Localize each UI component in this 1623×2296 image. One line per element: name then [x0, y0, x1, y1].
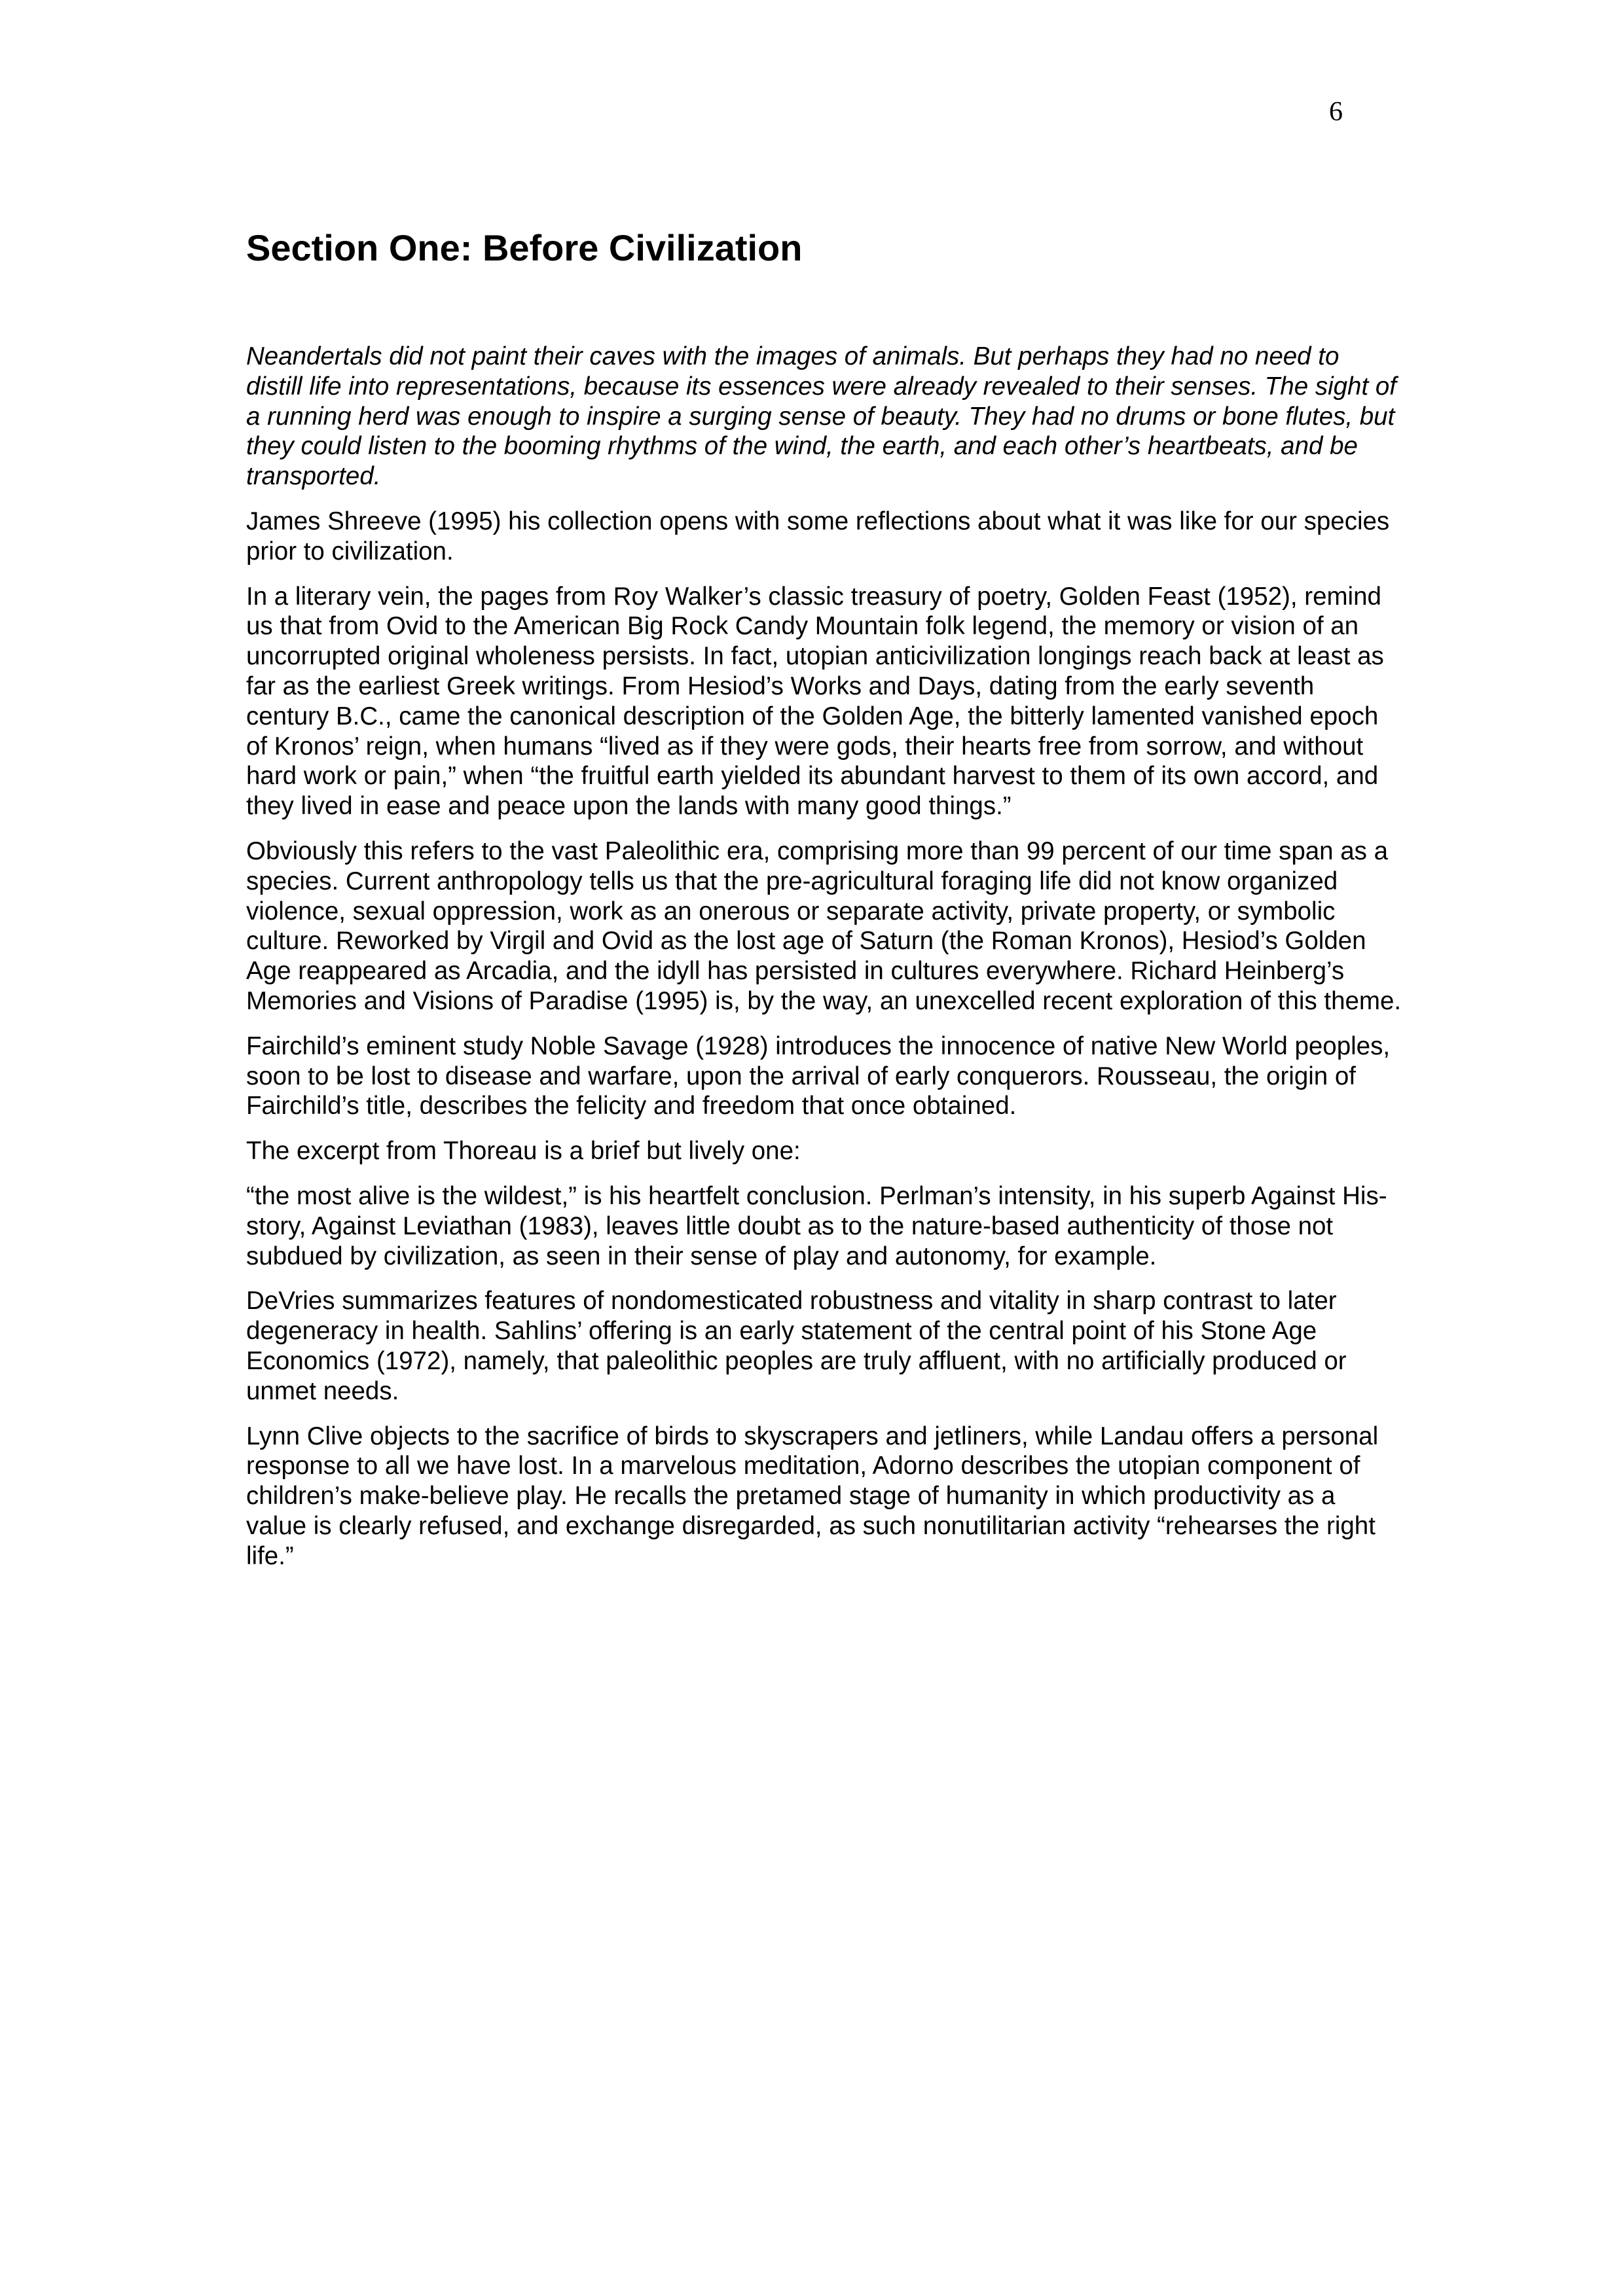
page-number: 6 — [1329, 97, 1343, 127]
paragraph-thoreau: The excerpt from Thoreau is a brief but lively one: — [246, 1137, 801, 1166]
paragraph-perlman: “the most alive is the wildest,” is his heartfelt conclusion. Perlman’s intensity, in his superb Against His-story, Against Leviathan (1983), leaves little doubt as to the nature-based authenticity of those not subdued by civilization, as seen in their sense of play and autonomy, for example. — [246, 1181, 1387, 1270]
paragraph-devries: DeVries summarizes features of nondomesticated robustness and vitality in sharp contrast to later degeneracy in health. Sahlins’ offering is an early statement of the central point of his Stone Age Economics (1972), namely, that paleolithic peoples are truly affluent, with no artificially produced or unmet needs. — [246, 1287, 1347, 1405]
paragraph-paleolithic: Obviously this refers to the vast Paleolithic era, comprising more than 99 percent of our time span as a species. Current anthropology tells us that the pre-agricultural foraging life did not know organized violence, sexual oppression, work as an onerous or separate activity, private property, or symbolic culture. Reworked by Virgil and Ovid as the lost age of Saturn (the Roman Kronos), Hesiod’s Golden Age reappeared as Arcadia, and the idyll has persisted in cultures everywhere. Richard Heinberg’s Memories and Visions of Paradise (1995) is, by the way, an unexcelled recent exploration of this theme. — [246, 836, 1402, 1015]
paragraph-golden-feast: In a literary vein, the pages from Roy Walker’s classic treasury of poetry, Golden Feast (1952), remind us that from Ovid to the American Big Rock Candy Mountain folk legend, the memory or vision of an uncorrupted original wholeness persists. In fact, utopian anticivilization longings reach back at least as far as the earliest Greek writings. From Hesiod’s Works and Days, dating from the early seventh century B.C., came the canonical description of the Golden Age, the bitterly lamented vanished epoch of Kronos’ reign, when humans “lived as if they were gods, their hearts free from sorrow, and without hard work or pain,” when “the fruitful earth yielded its abundant harvest to them of its own accord, and they lived in ease and peace upon the lands with many good things.” — [246, 582, 1384, 821]
section-title: Section One: Before Civilization — [246, 227, 803, 268]
paragraph-noble-savage: Fairchild’s eminent study Noble Savage (1928) introduces the innocence of native New World peoples, soon to be lost to disease and warfare, upon the arrival of early conquerors. Rousseau, the origin of Fairchild’s title, describes the felicity and freedom that once obtained. — [246, 1031, 1391, 1121]
paragraph-lynn-clive: Lynn Clive objects to the sacrifice of birds to skyscrapers and jetliners, while Landau offers a personal response to all we have lost. In a marvelous meditation, Adorno describes the utopian component of children’s make-believe play. He recalls the pretamed stage of humanity in which productivity as a value is clearly refused, and exchange disregarded, as such nonutilitarian activity “rehearses the right life.” — [246, 1422, 1379, 1570]
epigraph-paragraph: Neandertals did not paint their caves with the images of animals. But perhaps they had no need to distill life into representations, because its essences were already revealed to their senses. The sight of a running herd was enough to inspire a surging sense of beauty. They had no drums or bone flutes, but they could listen to the booming rhythms of the wind, the earth, and each other’s heartbeats, and be transported. — [246, 342, 1396, 491]
paragraph-shreeve: James Shreeve (1995) his collection opens with some reflections about what it was like for our species prior to civilization. — [246, 507, 1390, 565]
body-text — [246, 342, 1402, 1586]
